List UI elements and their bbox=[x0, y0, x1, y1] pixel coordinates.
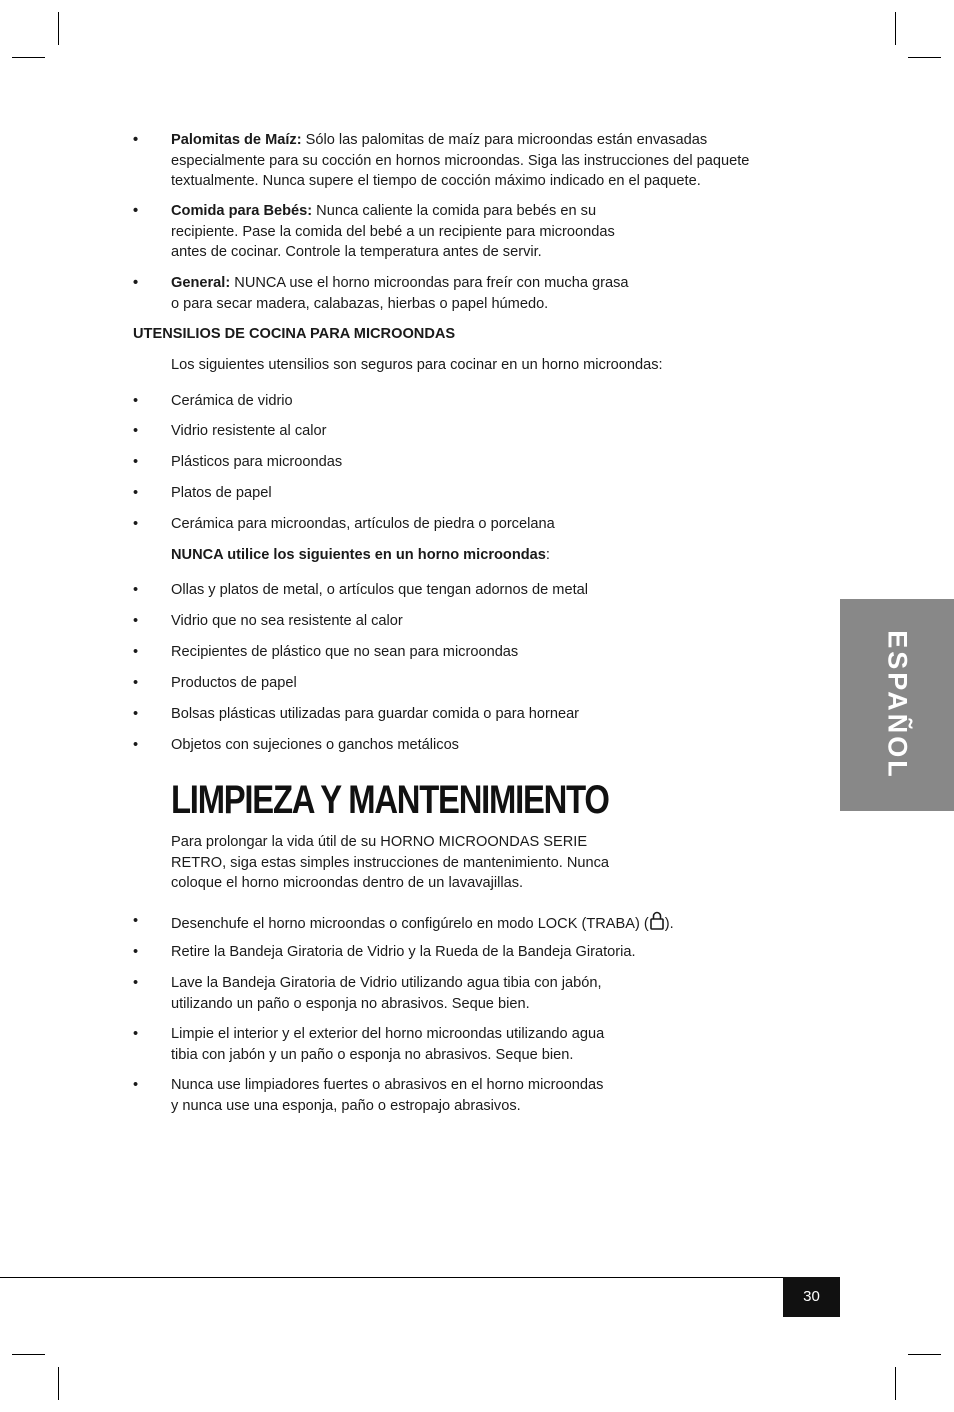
unsafe-item: Productos de papel bbox=[171, 675, 297, 691]
crop-mark bbox=[58, 12, 59, 45]
bullet: • bbox=[133, 1026, 139, 1042]
step-text: y nunca use una esponja, paño o estropajo abrasivos. bbox=[171, 1097, 521, 1114]
tip-text: Nunca caliente la comida para bebés en su bbox=[312, 203, 597, 219]
safe-item: Cerámica para microondas, artículos de piedra o porcelana bbox=[171, 516, 555, 532]
crop-mark bbox=[908, 57, 941, 58]
unsafe-item: Objetos con sujeciones o ganchos metálicos bbox=[171, 737, 459, 753]
cleaning-step bbox=[171, 1075, 603, 1116]
tip-lead: General: bbox=[171, 275, 231, 291]
bullet: • bbox=[133, 1077, 139, 1093]
utensils-heading: UTENSILIOS DE COCINA PARA MICROONDAS bbox=[133, 326, 456, 342]
tip-text: antes de cocinar. Controle la temperatura antes de servir. bbox=[171, 244, 542, 260]
bullet: • bbox=[133, 393, 139, 409]
crop-mark bbox=[12, 57, 45, 58]
step-text: Retire la Bandeja Giratoria de Vidrio y la Rueda de la Bandeja Giratoria. bbox=[171, 944, 636, 960]
step-text: Desenchufe el horno microondas o configúrelo en modo LOCK (TRABA) ( bbox=[171, 916, 649, 932]
crop-mark bbox=[12, 1354, 45, 1355]
safe-item: Plásticos para microondas bbox=[171, 454, 343, 470]
safe-item: Cerámica de vidrio bbox=[171, 393, 293, 409]
bullet: • bbox=[133, 423, 139, 439]
cleaning-step bbox=[171, 911, 674, 937]
unsafe-item: Recipientes de plástico que no sean para microondas bbox=[171, 644, 519, 660]
utensils-intro: Los siguientes utensilios son seguros para cocinar en un horno microondas: bbox=[171, 357, 663, 373]
step-text: Limpie el interior y el exterior del horno microondas utilizando agua bbox=[171, 1026, 605, 1042]
intro-line: Para prolongar la vida útil de su HORNO MICROONDAS SERIE bbox=[171, 834, 588, 850]
safe-item: Platos de papel bbox=[171, 485, 272, 501]
bullet: • bbox=[133, 582, 139, 598]
cleaning-step bbox=[171, 973, 602, 1014]
language-tab bbox=[840, 599, 954, 811]
step-text: ). bbox=[664, 916, 674, 932]
cleaning-intro bbox=[171, 832, 609, 894]
tip-text: o para secar madera, calabazas, hierbas o papel húmedo. bbox=[171, 295, 549, 312]
crop-mark bbox=[908, 1354, 941, 1355]
never-heading-colon: : bbox=[545, 547, 550, 563]
tip-text: Sólo las palomitas de maíz para microondas están envasadas bbox=[301, 132, 708, 148]
unsafe-item: Vidrio que no sea resistente al calor bbox=[171, 613, 403, 629]
bullet: • bbox=[133, 706, 139, 722]
cleaning-step bbox=[171, 1024, 604, 1065]
bullet: • bbox=[133, 944, 139, 960]
step-text: tibia con jabón y un paño o esponja no abrasivos. Seque bien. bbox=[171, 1046, 574, 1063]
tip-text: textualmente. Nunca supere el tiempo de cocción máximo indicado en el paquete. bbox=[171, 173, 701, 189]
tip-popcorn bbox=[171, 130, 749, 192]
tip-general bbox=[171, 273, 629, 314]
intro-line: RETRO, siga estas simples instrucciones de mantenimiento. Nunca bbox=[171, 854, 609, 871]
bullet: • bbox=[133, 454, 139, 470]
tip-text: especialmente para su cocción en hornos microondas. Siga las instrucciones del paquete bbox=[171, 152, 750, 169]
footer-rule bbox=[0, 1277, 783, 1278]
safe-item: Vidrio resistente al calor bbox=[171, 423, 327, 439]
tip-lead: Comida para Bebés: bbox=[171, 203, 313, 219]
page-number: 30 bbox=[783, 1277, 840, 1317]
step-text: utilizando un paño o esponja no abrasivos. Seque bien. bbox=[171, 995, 530, 1012]
bullet: • bbox=[133, 975, 139, 991]
intro-line: coloque el horno microondas dentro de un lavavajillas. bbox=[171, 875, 524, 891]
cleaning-step bbox=[171, 942, 636, 963]
language-tab-label: ESPAÑOL bbox=[882, 630, 913, 780]
bullet: • bbox=[133, 613, 139, 629]
step-text: Lave la Bandeja Giratoria de Vidrio utilizando agua tibia con jabón, bbox=[171, 975, 602, 991]
crop-mark bbox=[895, 1367, 896, 1400]
tip-text: NUNCA use el horno microondas para freír con mucha grasa bbox=[230, 275, 629, 291]
bullet: • bbox=[133, 913, 139, 929]
tip-baby-food bbox=[171, 201, 615, 263]
crop-mark bbox=[58, 1367, 59, 1400]
section-title: LIMPIEZA Y MANTENIMIENTO bbox=[171, 778, 609, 822]
crop-mark bbox=[895, 12, 896, 45]
bullet: • bbox=[133, 132, 139, 148]
never-heading-text: NUNCA utilice los siguientes en un horno microondas bbox=[171, 547, 546, 563]
bullet: • bbox=[133, 516, 139, 532]
unsafe-item: Bolsas plásticas utilizadas para guardar comida o para hornear bbox=[171, 706, 580, 722]
tip-lead: Palomitas de Maíz: bbox=[171, 132, 302, 148]
step-text: Nunca use limpiadores fuertes o abrasivos en el horno microondas bbox=[171, 1077, 604, 1093]
unsafe-item: Ollas y platos de metal, o artículos que tengan adornos de metal bbox=[171, 582, 588, 598]
lock-icon bbox=[650, 911, 664, 937]
bullet: • bbox=[133, 737, 139, 753]
bullet: • bbox=[133, 275, 139, 291]
bullet: • bbox=[133, 675, 139, 691]
tip-text: recipiente. Pase la comida del bebé a un recipiente para microondas bbox=[171, 223, 615, 240]
bullet: • bbox=[133, 203, 139, 219]
bullet: • bbox=[133, 485, 139, 501]
bullet: • bbox=[133, 644, 139, 660]
never-heading bbox=[171, 545, 550, 566]
